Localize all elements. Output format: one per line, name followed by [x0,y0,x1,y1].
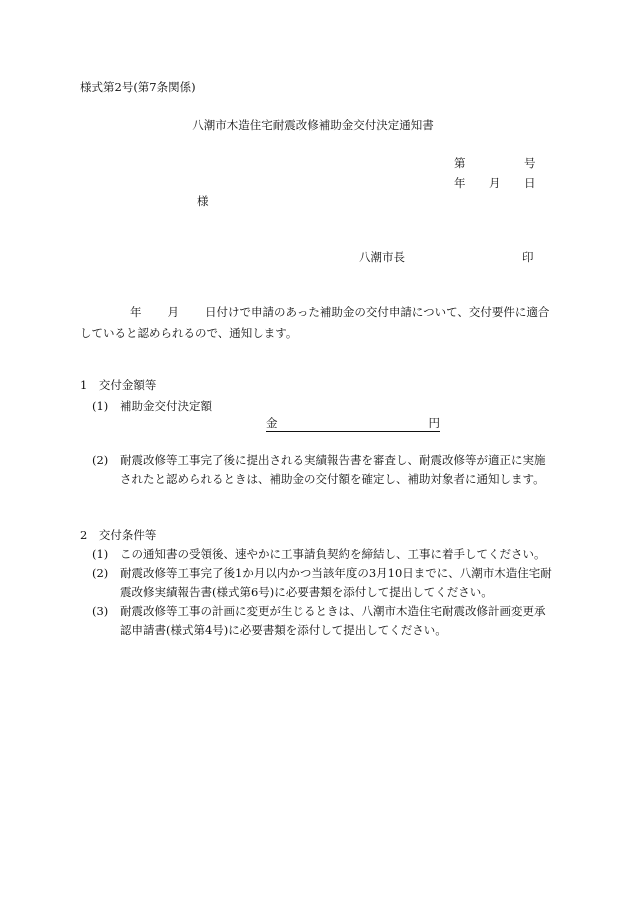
intro-text: 日付けで申請のあった補助金の交付申請について、交付要件に適合していると認められるので、通知します。 [80,305,550,340]
section1-item2-num: (2) [92,453,109,467]
sender-seal: 印 [522,250,534,264]
date-day: 日 [524,176,536,190]
number-dai: 第 [454,156,466,170]
section2-item-1-text: この通知書の受領後、速やかに工事請負契約を締結し、工事に着手してください。 [120,547,546,561]
date-month: 月 [489,176,501,190]
section2-item-3 [92,602,552,640]
addressee-suffix: 様 [197,194,209,208]
section1-item1-text: 補助金交付決定額 [120,399,212,413]
date-year: 年 [454,176,466,190]
title-text: 八潮市木造住宅耐震改修補助金交付決定通知書 [192,118,434,132]
section1-heading: 1 交付金額等 [80,378,157,392]
amount-field [266,416,440,432]
intro-paragraph [80,302,550,344]
amount-prefix: 金 [266,416,278,430]
form-label: 様式第2号(第7条関係) [80,80,196,94]
intro-year: 年 [130,305,142,319]
section2-item-1-num: (1) [92,547,109,561]
amount-suffix: 円 [428,416,440,430]
section1-item1 [92,397,552,416]
sender-name: 八潮市長 [359,250,405,264]
section2-item-2-num: (2) [92,566,109,580]
number-go: 号 [524,156,536,170]
section2-item-3-num: (3) [92,604,109,618]
section2-item-3-text: 耐震改修等工事の計画に変更が生じるときは、八潮市木造住宅耐震改修計画変更承認申請書(様式第4号)に必要書類を添付して提出してください。 [120,604,546,637]
document-title [0,118,630,133]
section2-heading: 2 交付条件等 [80,528,157,542]
section1-item1-num: (1) [92,399,109,413]
section2-item-1 [92,545,552,564]
section2-item-2-text: 耐震改修等工事完了後1か月以内かつ当該年度の3月10日までに、八潮市木造住宅耐震改修実績報告書(様式第6号)に必要書類を添付して提出してください。 [120,566,552,599]
section2-item-2 [92,564,552,602]
section1-item2-text: 耐震改修等工事完了後に提出される実績報告書を審査し、耐震改修等が適正に実施されたと認められるときは、補助金の交付額を確定し、補助対象者に通知します。 [120,453,546,486]
intro-month: 月 [167,305,179,319]
section1-item2 [92,451,552,489]
